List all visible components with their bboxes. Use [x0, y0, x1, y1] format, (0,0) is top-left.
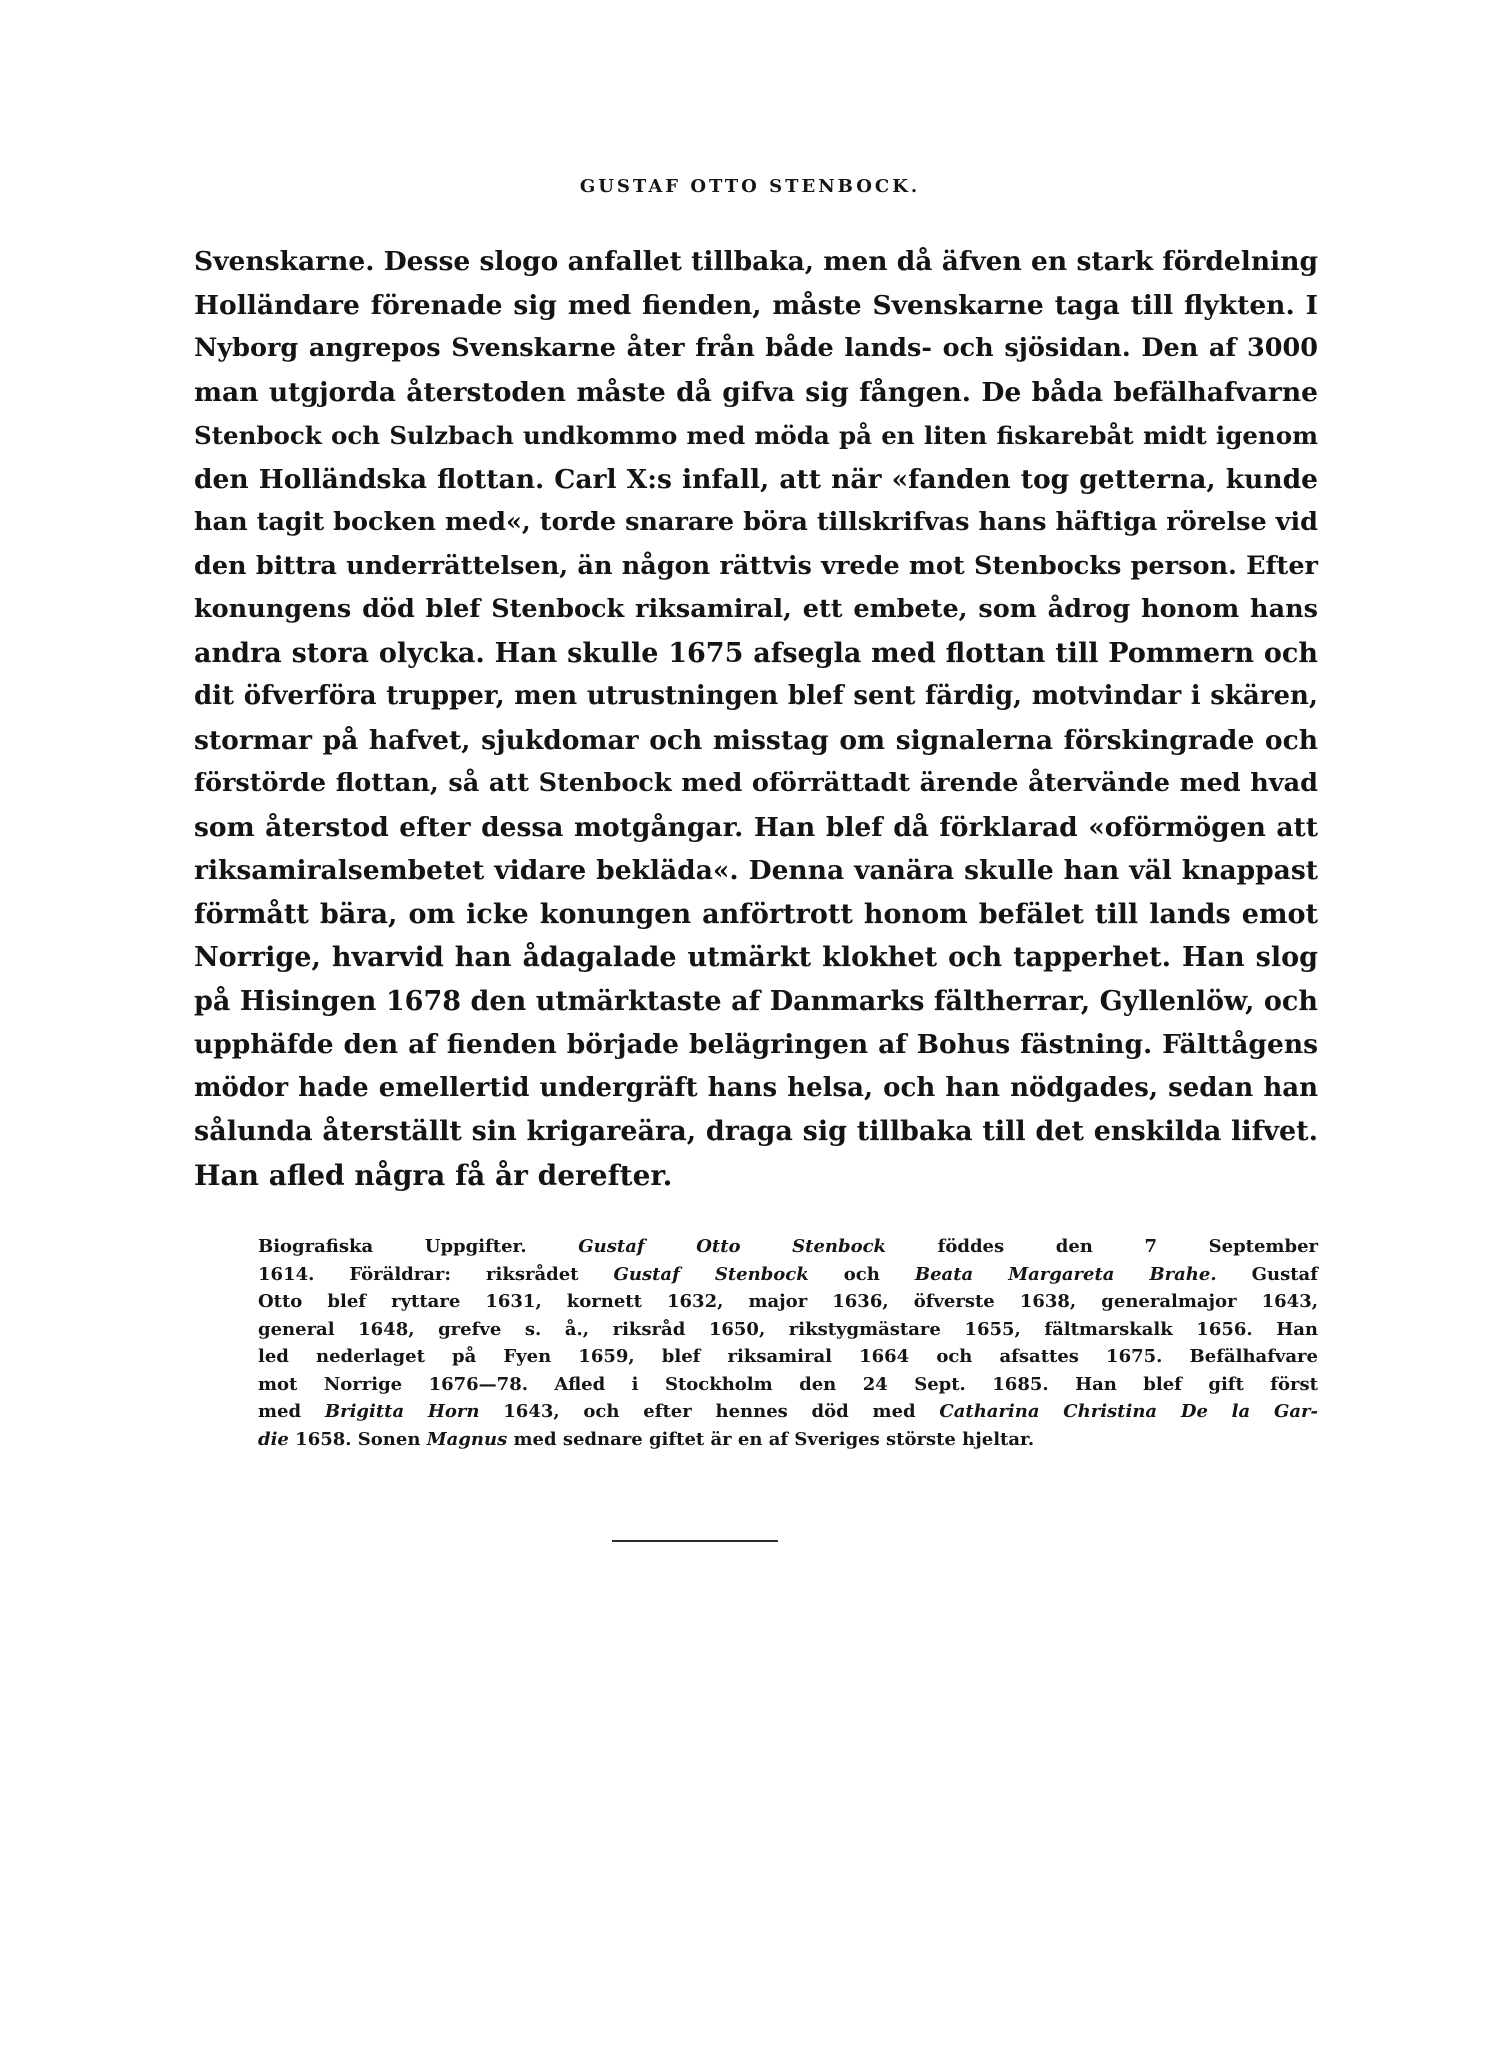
subject-name: Gustaf Otto Stenbock — [578, 1236, 887, 1257]
text-line: Norrige, hvarvid han ådagalade utmärkt klokhet och tapperhet. Han slog — [194, 942, 1318, 973]
text-line: den bittra underrättelsen, än någon rättvis vrede mot Stenbocks person. Efter — [194, 550, 1318, 581]
text-line: dit öfverföra trupper, men utrustningen blef sent färdig, motvindar i skären, — [194, 681, 1318, 711]
running-head: GUSTAF OTTO STENBOCK. — [579, 176, 921, 197]
son-name: Magnus — [426, 1428, 508, 1450]
text-line: stormar på hafvet, sjukdomar och misstag om signalerna förskingrade och — [194, 724, 1318, 756]
text-line: man utgjorda återstoden måste då gifva sig fången. De båda befälhafvarne — [194, 376, 1318, 408]
footnote-line: med Brigitta Horn 1643, och efter hennes död med Catharina Christina De la Gar- — [258, 1401, 1318, 1422]
text-line: förmått bära, om icke konungen anförtrott honom befälet till lands emot — [194, 898, 1318, 930]
text-line: konungens död blef Stenbock riksamiral, ett embete, som ådrog honom hans — [194, 594, 1318, 624]
first-wife-name: Brigitta Horn — [324, 1401, 480, 1422]
text-line: riksamiralsembetet vidare bekläda«. Denna vanära skulle han väl knappast — [194, 855, 1318, 886]
text-line: den Holländska flottan. Carl X:s infall, att när «fanden tog getterna, kunde — [194, 463, 1318, 495]
text-line: han tagit bocken med«, torde snarare böra tillskrifvas hans häftiga rörelse vid — [194, 507, 1318, 537]
mother-name: Beata Margareta Brahe. — [914, 1263, 1217, 1285]
text-line: på Hisingen 1678 den utmärktaste af Danmarks fältherrar, Gyllenlöw, och — [194, 985, 1318, 1017]
footnote-line: general 1648, grefve s. å., riksråd 1650, rikstygmästare 1655, fältmarskalk 1656. Han — [258, 1318, 1318, 1340]
text-line: Stenbock och Sulzbach undkommo med möda på en liten fiskarebåt midt igenom — [194, 421, 1318, 450]
text-line: sålunda återställt sin krigareära, draga sig tillbaka till det enskilda lifvet. — [194, 1116, 1318, 1147]
text-line: Nyborg angrepos Svenskarne åter från både lands- och sjösidan. Den af 3000 — [194, 333, 1318, 363]
father-name: Gustaf Stenbock — [613, 1263, 809, 1285]
second-wife-name: Catharina Christina De la Gar- — [939, 1401, 1318, 1422]
text-line: som återstod efter dessa motgångar. Han blef då förklarad «oförmögen att — [194, 811, 1318, 843]
biographical-footnote — [258, 1233, 1318, 1453]
footnote-line: 1614. Föräldrar: riksrådet Gustaf Stenbock och Beata Margareta Brahe. Gustaf — [258, 1263, 1318, 1285]
main-text — [194, 240, 1318, 1197]
text-line: Han afled några få år derefter. — [194, 1158, 673, 1192]
text-line: andra stora olycka. Han skulle 1675 afsegla med flottan till Pommern och — [194, 637, 1318, 669]
section-end-rule — [612, 1540, 778, 1542]
text-line: Holländare förenade sig med fienden, måste Svenskarne taga till flykten. I — [194, 289, 1318, 321]
footnote-line: Otto blef ryttare 1631, kornett 1632, major 1636, öfverste 1638, generalmajor 1643, — [258, 1291, 1318, 1312]
text-line: förstörde flottan, så att Stenbock med oförrättadt ärende återvände med hvad — [194, 768, 1318, 798]
footnote-line: led nederlaget på Fyen 1659, blef riksamiral 1664 och afsattes 1675. Befälhafvare — [258, 1346, 1318, 1367]
footnote-line: mot Norrige 1676—78. Afled i Stockholm den 24 Sept. 1685. Han blef gift först — [258, 1373, 1318, 1395]
footnote-heading: Biografiska Uppgifter. — [258, 1236, 527, 1257]
text-line: Svenskarne. Desse slogo anfallet tillbaka, men då äfven en stark fördelning — [194, 246, 1318, 277]
footnote-line: die 1658. Sonen Magnus med sednare giftet är en af Sveriges störste hjeltar. — [258, 1428, 1035, 1450]
text-line: mödor hade emellertid undergräft hans helsa, och han nödgades, sedan han — [194, 1072, 1318, 1103]
text-line: upphäfde den af fienden började belägringen af Bohus fästning. Fälttågens — [194, 1029, 1318, 1060]
footnote-line: Biografiska Uppgifter. Gustaf Otto Stenbock föddes den 7 September — [258, 1236, 1318, 1257]
